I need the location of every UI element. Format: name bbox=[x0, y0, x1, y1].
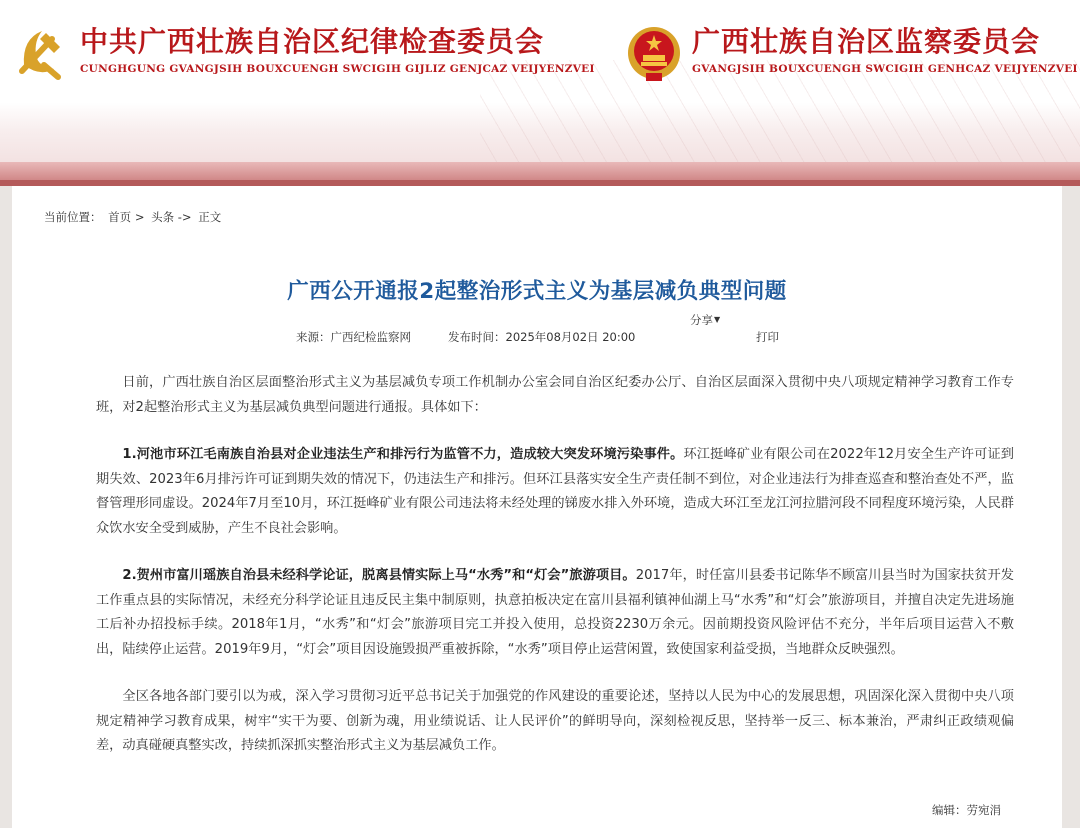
print-button[interactable]: 打印 bbox=[756, 330, 779, 344]
party-emblem-icon bbox=[14, 25, 70, 83]
org-left-name: 中共广西壮族自治区纪律检查委员会 bbox=[80, 25, 545, 58]
breadcrumb-current: 正文 bbox=[198, 210, 222, 224]
paragraph-intro: 日前，广西壮族自治区层面整治形式主义为基层减负专项工作机制办公室会同自治区纪委办公厅、自治区层面深入贯彻中央八项规定精神学习教育工作专班，对2起整治形式主义为基层减负典型问题进行通报。具体如下： bbox=[96, 375, 1014, 415]
article-publish-time: 发布时间：2025年08月02日 20:00 bbox=[448, 330, 636, 344]
org-right-zhuang-name: GVANGJSIH BOUXCUENGH SWCIGIH GENHCAZ VEIJYENZVEI bbox=[692, 63, 1078, 75]
article-title: 广西公开通报2起整治形式主义为基层减负典型问题 bbox=[287, 279, 787, 304]
share-label: 分享 bbox=[690, 313, 713, 327]
breadcrumb bbox=[44, 209, 224, 225]
article-editor: 编辑：劳宛涓 bbox=[932, 803, 1001, 817]
article-source: 来源：广西纪检监察网 bbox=[296, 330, 411, 344]
breadcrumb-section-link[interactable]: 头条 bbox=[151, 210, 175, 224]
breadcrumb-home-link[interactable]: 首页 bbox=[108, 210, 132, 224]
org-supervisory-commission[interactable] bbox=[626, 25, 1078, 83]
paragraph-case-2: 2.贺州市富川瑶族自治县未经科学论证，脱离县情实际上马“水秀”和“灯会”旅游项目。2017年，时任富川县委书记陈华不顾富川县当时为国家扶贫开发工作重点县的实际情况，未经充分科学论证且违反民主集中制原则，执意拍板决定在富川县福利镇神仙湖上马“水秀”和“灯会”旅游项目，并擅自决定先进场施工后补办招投标手续。2018年1月，“水秀”和“灯会”旅游项目完工并投入使用，总投资2230万余元。因前期投资风险评估不充分，半年后项目运营入不敷出，陆续停止运营。2019年9月，“灯会”项目因设施毁损严重被拆除，“水秀”项目停止运营闲置，致使国家利益受损，当地群众反映强烈。 bbox=[96, 568, 1014, 657]
org-discipline-commission[interactable] bbox=[14, 25, 595, 83]
org-left-zhuang-name: CUNGHGUNG GVANGJSIH BOUXCUENGH SWCIGIH GIJLIZ GENJCAZ VEIJYENZVEI bbox=[80, 63, 595, 75]
paragraph-conclusion: 全区各地各部门要引以为戒，深入学习贯彻习近平总书记关于加强党的作风建设的重要论述，坚持以人民为中心的发展思想，巩固深化深入贯彻中央八项规定精神学习教育成果，树牢“实干为要、创新为魂，用业绩说话、让人民评价”的鲜明导向，深刻检视反思，坚持举一反三、标本兼治，严肃纠正政绩观偏差，动真碰硬真整实改，持续抓深抓实整治形式主义为基层减负工作。 bbox=[96, 689, 1014, 753]
org-right-name: 广西壮族自治区监察委员会 bbox=[692, 25, 1041, 58]
caret-down-icon: ▼ bbox=[714, 315, 721, 324]
paragraph-case-1: 1.河池市环江毛南族自治县对企业违法生产和排污行为监管不力，造成较大突发环境污染事件。环江挺峰矿业有限公司在2022年12月安全生产许可证到期失效、2023年6月排污许可证到期失效的情况下，仍违法生产和排污。但环江县落实安全生产责任制不到位，对企业违法行为排查巡查和整治查处不严，监督管理形同虚设。2024年7月至10月，环江挺峰矿业有限公司违法将未经处理的锑废水排入外环境，造成大环江至龙江河拉腊河段不同程度环境污染，人民群众饮水安全受到威胁，产生不良社会影响。 bbox=[96, 447, 1014, 536]
header-red-band bbox=[0, 162, 1080, 186]
article-body bbox=[96, 371, 1014, 759]
case-1-heading: 1.河池市环江毛南族自治县对企业违法生产和排污行为监管不力，造成较大突发环境污染事件。 bbox=[122, 447, 684, 462]
article-panel bbox=[12, 186, 1062, 828]
breadcrumb-label: 当前位置： bbox=[44, 210, 102, 224]
breadcrumb-separator: -> bbox=[177, 210, 192, 224]
case-2-heading: 2.贺州市富川瑶族自治县未经科学论证，脱离县情实际上马“水秀”和“灯会”旅游项目。 bbox=[122, 568, 636, 583]
national-emblem-icon bbox=[626, 25, 682, 83]
site-header bbox=[0, 0, 1080, 186]
share-button[interactable] bbox=[690, 312, 720, 328]
breadcrumb-separator: > bbox=[134, 210, 145, 224]
